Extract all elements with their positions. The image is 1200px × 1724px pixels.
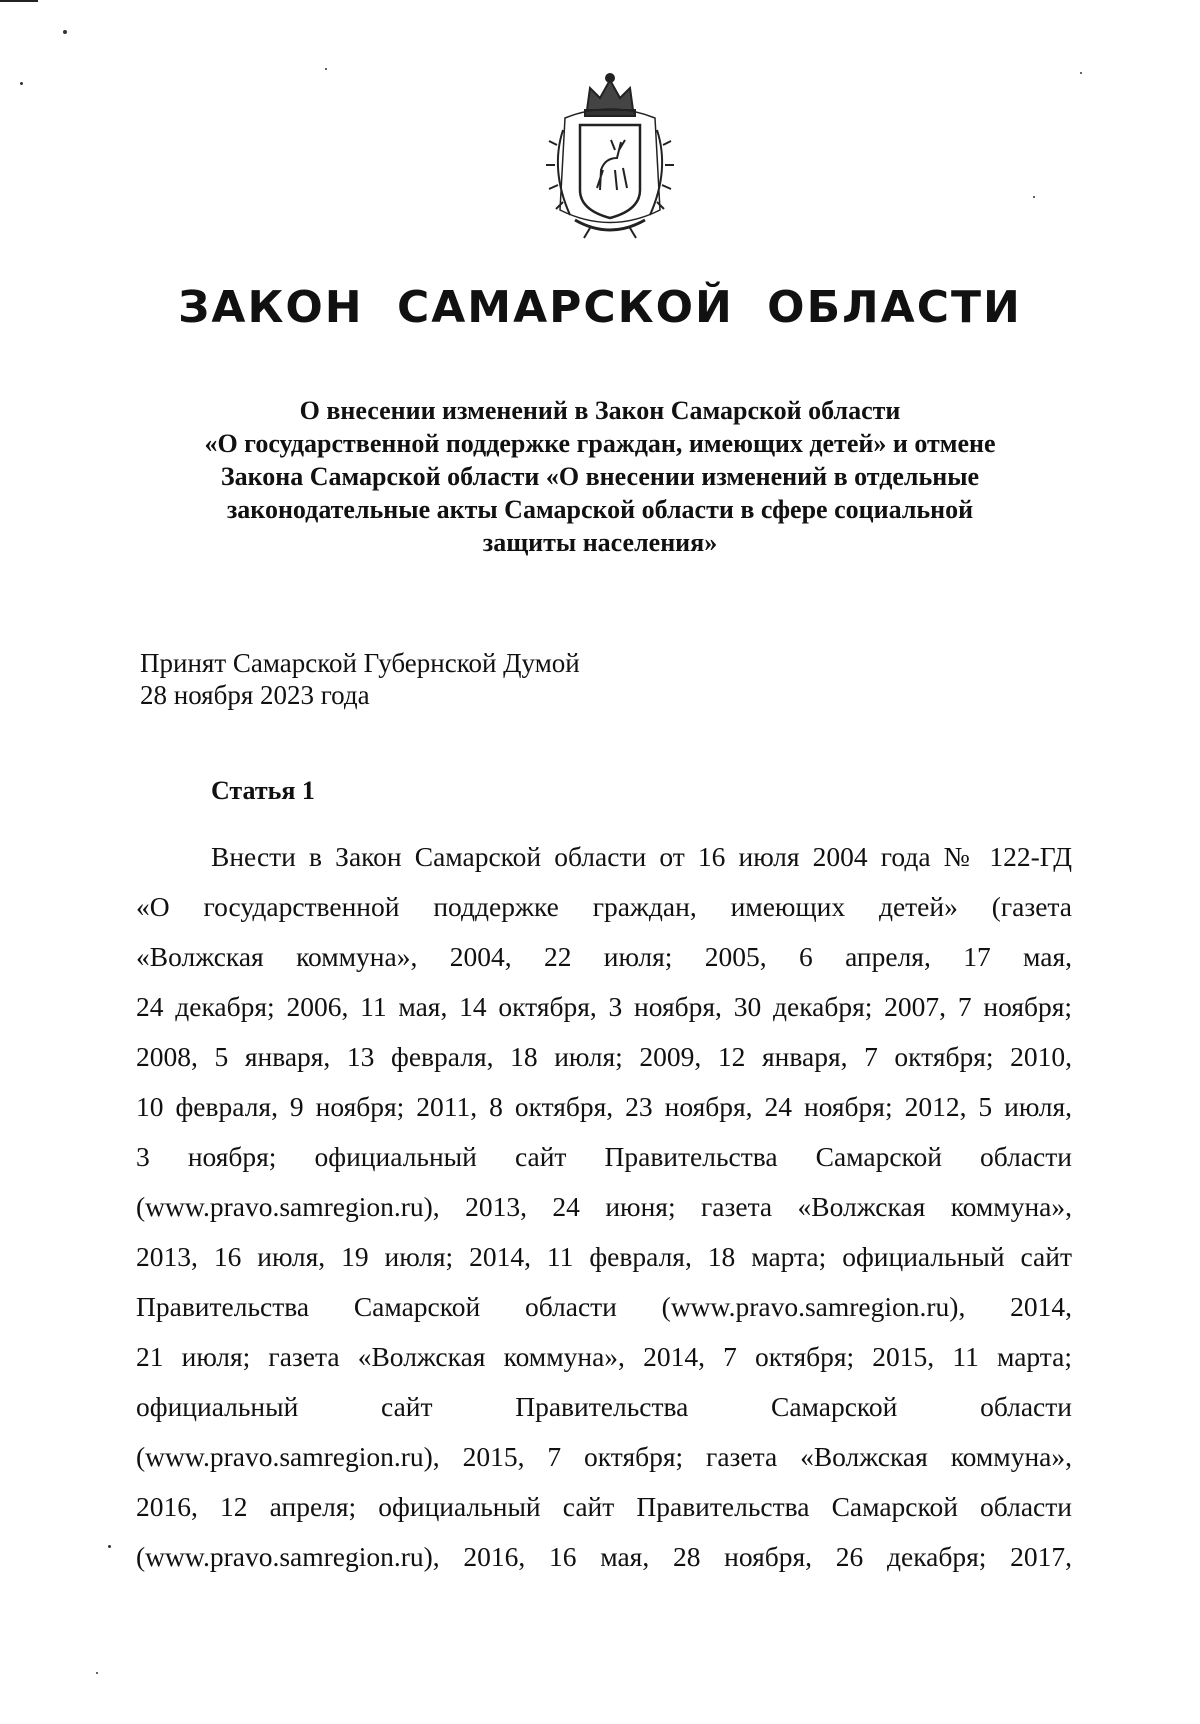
article-line: 2013, 16 июля, 19 июля; 2014, 11 февраля, 18 марта; официальный сайт	[136, 1241, 1072, 1272]
article-heading: Статья 1	[211, 776, 315, 805]
article-line: 2008, 5 января, 13 февраля, 18 июля; 2009, 12 января, 7 октября; 2010,	[136, 1041, 1072, 1072]
article-line: (www.pravo.samregion.ru), 2016, 16 мая, 28 ноября, 26 декабря; 2017,	[136, 1541, 1072, 1572]
article-line: Правительства Самарской области (www.pravo.samregion.ru), 2014,	[136, 1291, 1072, 1322]
samara-coat-of-arms-icon	[545, 70, 675, 245]
scan-edge-mark	[0, 0, 38, 2]
article-line: официальный сайт Правительства Самарской области	[136, 1391, 1072, 1422]
article-line: «Волжская коммуна», 2004, 22 июля; 2005, 6 апреля, 17 мая,	[136, 941, 1072, 972]
subtitle-line: защиты населения»	[482, 528, 718, 557]
subtitle-line: О внесении изменений в Закон Самарской области	[299, 396, 901, 425]
adopted-date: 28 ноября 2023 года	[140, 680, 370, 710]
article-line: 2016, 12 апреля; официальный сайт Правительства Самарской области	[136, 1491, 1072, 1522]
scan-speck	[1080, 72, 1082, 74]
article-line: (www.pravo.samregion.ru), 2015, 7 октября; газета «Волжская коммуна»,	[136, 1441, 1072, 1472]
scan-speck	[108, 1545, 111, 1548]
article-line: 24 декабря; 2006, 11 мая, 14 октября, 3 ноября, 30 декабря; 2007, 7 ноября;	[136, 991, 1072, 1022]
scan-speck	[325, 68, 327, 70]
scan-speck	[1033, 196, 1035, 198]
law-subtitle	[150, 394, 1050, 559]
article-line: (www.pravo.samregion.ru), 2013, 24 июня; газета «Волжская коммуна»,	[136, 1191, 1072, 1222]
scan-speck	[96, 1672, 98, 1674]
article-line: 21 июля; газета «Волжская коммуна», 2014, 7 октября; 2015, 11 марта;	[136, 1341, 1072, 1372]
law-title: ЗАКОН САМАРСКОЙ ОБЛАСТИ	[178, 282, 1022, 333]
article-line: «О государственной поддержке граждан, имеющих детей» (газета	[136, 891, 1072, 922]
article-body	[136, 832, 1072, 1582]
article-line: Внести в Закон Самарской области от 16 июля 2004 года № 122-ГД	[211, 841, 1072, 872]
article-line: 10 февраля, 9 ноября; 2011, 8 октября, 23 ноября, 24 ноября; 2012, 5 июля,	[136, 1091, 1072, 1122]
scan-speck	[20, 82, 23, 85]
article-line: 3 ноября; официальный сайт Правительства Самарской области	[136, 1141, 1072, 1172]
scan-speck	[63, 30, 67, 34]
adopted-by: Принят Самарской Губернской Думой	[140, 648, 580, 678]
subtitle-line: «О государственной поддержке граждан, имеющих детей» и отмене	[204, 429, 996, 458]
subtitle-line: законодательные акты Самарской области в сфере социальной	[226, 495, 974, 524]
adoption-info	[140, 647, 580, 711]
subtitle-line: Закона Самарской области «О внесении изменений в отдельные	[220, 462, 980, 491]
